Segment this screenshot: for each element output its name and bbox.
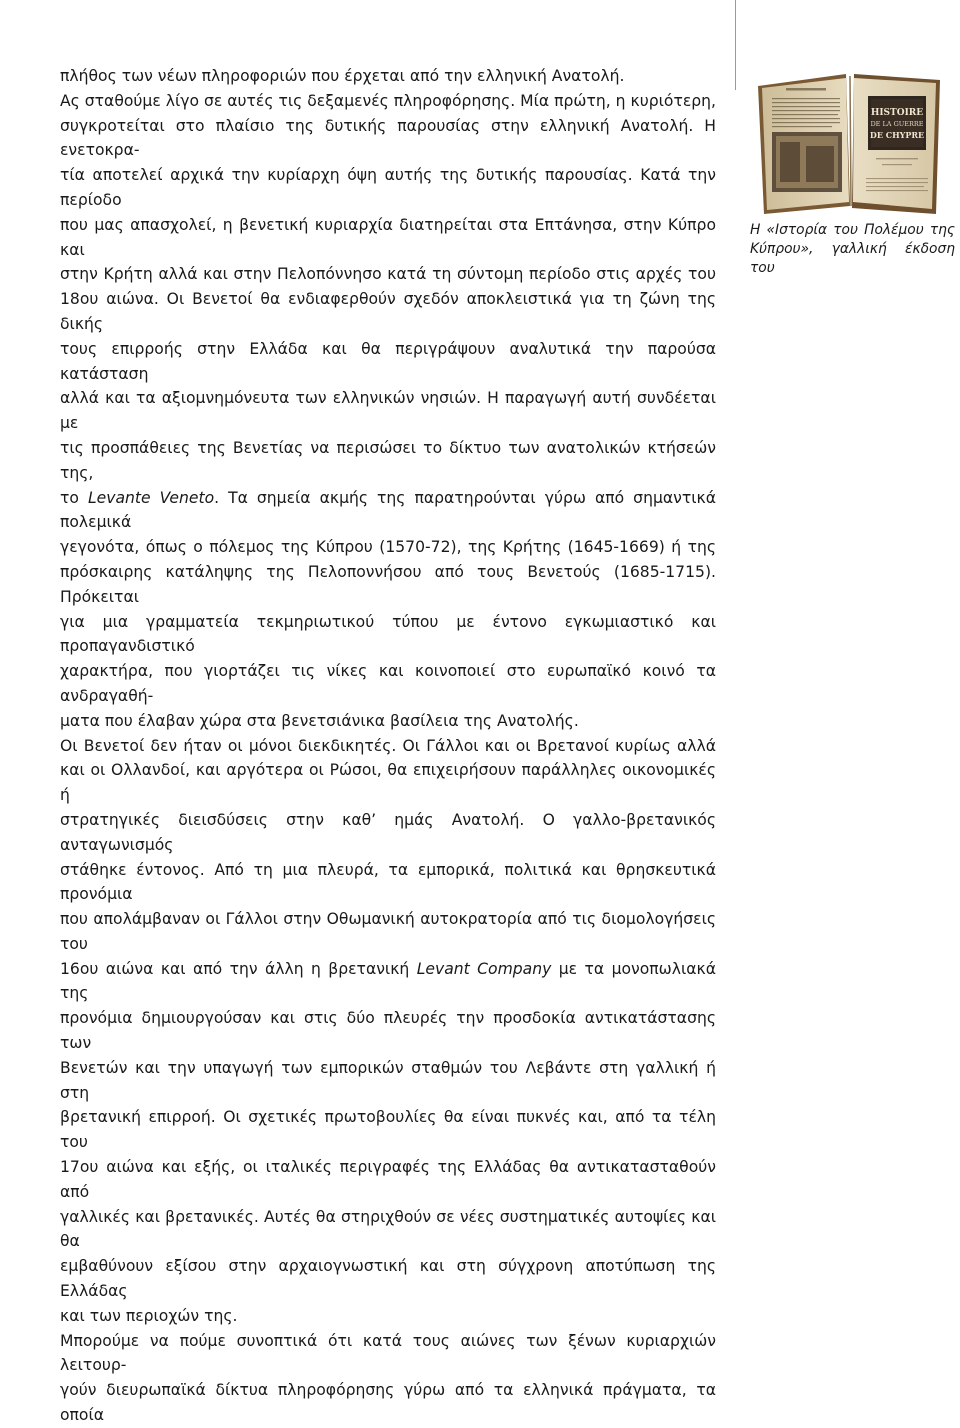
book-title-line: HISTOIRE — [870, 108, 924, 118]
book-title-line: DE LA GUERRE — [870, 120, 924, 128]
margin-rule — [735, 0, 736, 90]
text-line: στην Κρήτη αλλά και στην Πελοπόννησο κατά τη σύντομη περίοδο στις αρχές του — [60, 265, 716, 284]
text-line: Βενετών και την υπαγωγή των εμπορικών σταθμών του Λεβάντε στη γαλλική ή στη — [60, 1058, 716, 1102]
text-line: προνόμια δημιουργούσαν και στις δύο πλευρές την προσδοκία αντικατάστασης των — [60, 1009, 716, 1053]
text-line: Μπορούμε να πούμε συνοπτικά ότι κατά τους αιώνες των ξένων κυριαρχιών λειτουρ- — [60, 1331, 716, 1375]
text-line: συγκροτείται στο πλαίσιο της δυτικής παρουσίας στην ελληνική Ανατολή. Η ενετοκρα- — [60, 116, 716, 160]
body-text — [60, 64, 716, 1428]
text-line: Ας σταθούμε λίγο σε αυτές τις δεξαμενές πληροφόρησης. Μία πρώτη, η κυριότερη, — [60, 91, 716, 110]
text-line: στρατηγικές διεισδύσεις στην καθ’ ημάς Ανατολή. Ο γαλλο-βρετανικός ανταγωνισμός — [60, 810, 716, 854]
text-line: γεγονότα, όπως ο πόλεμος της Κύπρου (1570-72), της Κρήτης (1645-1669) ή της — [60, 538, 716, 557]
text-run: το — [60, 488, 88, 507]
italic-term: Levant Company — [416, 959, 552, 978]
text-line — [60, 486, 716, 536]
text-line: πρόσκαιρης κατάληψης της Πελοποννήσου από τους Βενετούς (1685-1715). Πρόκειται — [60, 562, 716, 606]
body-paragraph — [60, 64, 716, 1428]
text-line: γούν διευρωπαϊκά δίκτυα πληροφόρησης γύρω από τα ελληνικά πράγματα, τα οποία — [60, 1381, 716, 1425]
text-line: που μας απασχολεί, η βενετική κυριαρχία διατηρείται στα Επτάνησα, στην Κύπρο και — [60, 215, 716, 259]
text-line: γαλλικές και βρετανικές. Αυτές θα στηριχθούν σε νέες συστηματικές αυτοψίες και θα — [60, 1207, 716, 1251]
sidebar-figure — [750, 68, 955, 278]
text-line: για μια γραμματεία τεκμηριωτικού τύπου με έντονο εγκωμιαστικό και προπαγανδιστικό — [60, 612, 716, 656]
text-line: τία αποτελεί αρχικά την κυρίαρχη όψη αυτής της δυτικής παρουσίας. Κατά την περίοδο — [60, 166, 716, 209]
caption-line: Η «Ιστορία του Πολέμου της — [750, 222, 955, 238]
text-line: 17ου αιώνα και εξής, οι ιταλικές περιγραφές της Ελλάδας θα αντικατασταθούν από — [60, 1158, 716, 1201]
text-line: και των περιοχών της. — [60, 1306, 238, 1325]
text-run: . Τα σημεία ακμής της παρατηρούνται γύρω από σημαντικά πολεμικά — [60, 488, 716, 532]
text-line: πλήθος των νέων πληροφοριών που έρχεται από την ελληνική Ανατολή. — [60, 67, 625, 85]
book-photo — [750, 68, 946, 218]
text-line: αλλά και τα αξιομνημόνευτα των ελληνικών νησιών. Η παραγωγή αυτή συνδέεται με — [60, 389, 716, 433]
text-line: χαρακτήρα, που γιορτάζει τις νίκες και κοινοποιεί στο ευρωπαϊκό κοινό τα ανδραγαθή- — [60, 662, 716, 705]
book-title-line: DE CHYPRE — [869, 130, 925, 140]
text-line: εμβαθύνουν εξίσου στην αρχαιογνωστική και στη σύγχρονη αποτύπωση της Ελλάδας — [60, 1257, 716, 1301]
text-line: βρετανική επιρροή. Οι σχετικές πρωτοβουλίες θα είναι πυκνές και, από τα τέλη του — [60, 1108, 716, 1152]
text-run: 16ου αιώνα και από την άλλη η βρετανική — [60, 959, 417, 978]
text-line: τους επιρροής στην Ελλάδα και θα περιγράψουν αναλυτικά την παρούσα κατάσταση — [60, 339, 716, 383]
caption-line: Κύπρου», γαλλική έκδοση του — [750, 241, 955, 276]
text-line: στάθηκε έντονος. Από τη μια πλευρά, τα εμπορικά, πολιτικά και θρησκευτικά προνόμια — [60, 860, 716, 904]
text-line: 18ου αιώνα. Οι Βενετοί θα ενδιαφερθούν σχεδόν αποκλειστικά για τη ζώνη της δικής — [60, 290, 716, 333]
text-line: και οι Ολλανδοί, και αργότερα οι Ρώσοι, θα επιχειρήσουν παράλληλες οικονομικές ή — [60, 761, 716, 805]
text-line: ματα που έλαβαν χώρα στα βενετσιάνικα βασίλεια της Ανατολής. — [60, 711, 579, 730]
figure-caption — [750, 221, 955, 278]
italic-term: Levante Veneto — [87, 488, 215, 507]
text-line: που απολάμβαναν οι Γάλλοι στην Οθωμανική αυτοκρατορία από τις διομολογήσεις του — [60, 910, 716, 953]
text-line: τις προσπάθειες της Βενετίας να περισώσει το δίκτυο των ανατολικών κτήσεών της, — [60, 438, 716, 482]
text-line: Οι Βενετοί δεν ήταν οι μόνοι διεκδικητές. Οι Γάλλοι και οι Βρετανοί κυρίως αλλά — [60, 736, 716, 755]
text-line — [60, 957, 716, 1007]
text-run: με τα μονοπωλιακά της — [60, 959, 716, 1003]
